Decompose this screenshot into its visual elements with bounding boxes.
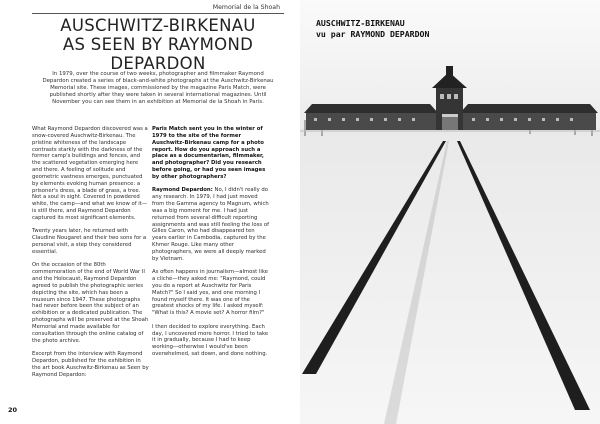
photograph-birkenau-gatehouse [300, 0, 600, 424]
body-paragraph: Excerpt from the interview with Raymond Depardon, published for the exhibition in the art book Auschwitz-Birkenau as Seen by Raymond Depardon: [32, 351, 149, 378]
title-line-1: AUSCHWITZ-BIRKENAU [60, 16, 256, 35]
body-paragraph: What Raymond Depardon discovered was a snow-covered Auschwitz-Birkenau. The pristine whiteness of the landscape contrasts starkly with the darkness of the former camp's buildings and fences, and the scattered vegetation emerging here and there. A feeling of solitude and geometric vastness emerges, punctuated by elements evoking human presence: a prisoner's dress, a blade of grass, a tree. Not a soul in sight. Covered in powdered white, the camp—and what we know of it—is still there, and Raymond Depardon captured its most significant elements. [32, 126, 148, 221]
page-number: 20 [8, 406, 18, 414]
running-head: Memorial de la Shoah [212, 4, 280, 11]
caption-line-2: vu par RAYMOND DEPARDON [316, 28, 430, 39]
text-column-2 [152, 126, 269, 365]
title-line-2: AS SEEN BY RAYMOND DEPARDON [62, 35, 254, 73]
header-rule [32, 13, 284, 14]
text-column-1 [32, 126, 149, 385]
right-page [300, 0, 600, 424]
body-paragraph: Twenty years later, he returned with Claudine Nougaret and their two sons for a personal visit, a step they considered essential. [32, 228, 147, 255]
article-title [32, 16, 284, 73]
interview-answer: Raymond Depardon: No, I didn't really do any research. In 1979, I had just moved from the Gamma agency to Magnum, which was a big moment for me. I had just returned from several difficult reporting assignments and was still feeling the loss of Gilles Caron, who had disappeared ten years earlier in Cambodia, captured by the Khmer Rouge. Like many other photographers, we were all deeply marked by Vietnam. [152, 187, 269, 262]
interview-answer: As often happens in journalism—almost like a cliché—they asked me: "Raymond, could you do a report at Auschwitz for Paris Match?" So I said yes, and one morning I found myself there. It was one of the greatest shocks of my life. I asked myself: "What is this? A movie set? A horror film?" [152, 269, 268, 317]
caption-line-1: AUSCHWITZ-BIRKENAU [316, 18, 405, 28]
interview-answer: I then decided to explore everything. Each day, I uncovered more horror. I tried to take it in gradually, because I had to keep working—otherwise I would've been overwhelmed, sat down, and done nothing. [152, 323, 269, 358]
photo-caption [316, 18, 429, 39]
snow-field [300, 128, 600, 424]
intro-paragraph: In 1979, over the course of two weeks, photographer and filmmaker Raymond Depardon created a series of black-and-white photographs at the Auschwitz-Birkenau Memorial site. These images, commissioned by the magazine Paris Match, were published shortly after they were taken in several international magazines. Until November you can see them in an exhibition at Memorial de la Shoah in Paris. [42, 71, 274, 105]
interview-question: Paris Match sent you in the winter of 1979 to the site of the former Auschwitz-Birkenau camp for a photo report. How do you approach such a place as a documentarian, filmmaker, and photographer? Did you research before going, or had you seen images by other photographers? [152, 126, 266, 180]
body-paragraph: On the occasion of the 80th commemoration of the end of World War II and the Holocaust, Raymond Depardon agreed to publish the photographic series depicting the site, which has been a museum since 1947. These photographs had never before been the subject of an exhibition or a dedicated publication. The photographs will be preserved at the Shoah Memorial and made available for consultation through the online catalog of the photo archive. [32, 262, 149, 344]
speaker-name: Raymond Depardon: [152, 187, 213, 194]
